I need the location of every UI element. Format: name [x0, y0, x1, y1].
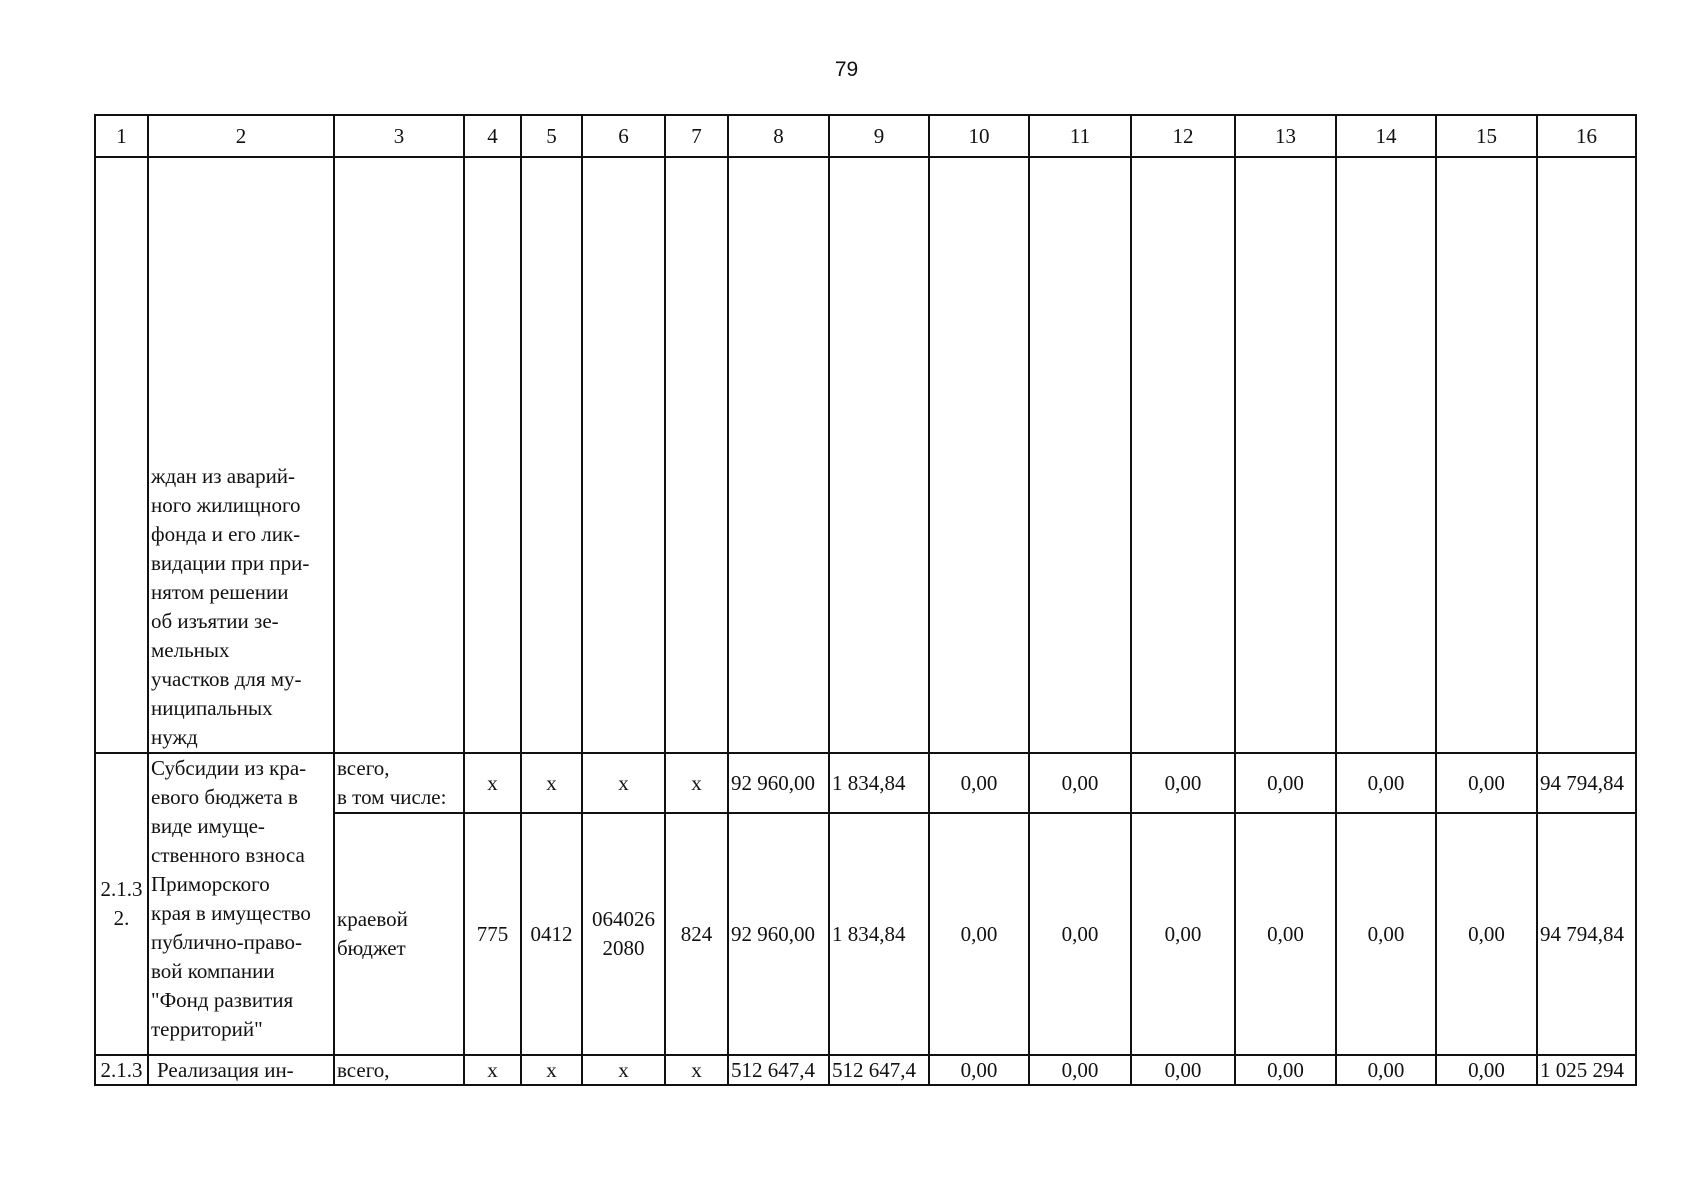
value-cell	[521, 157, 582, 753]
value-cell: x	[582, 1055, 665, 1085]
value-cell: 0,00	[1131, 1055, 1235, 1085]
header-cell: 16	[1537, 115, 1636, 157]
value-cell: 0,00	[1029, 753, 1131, 813]
table-row	[95, 1055, 1636, 1085]
value-cell: 92 960,00	[728, 813, 829, 1055]
row-number-cell	[95, 157, 148, 753]
value-cell: x	[521, 1055, 582, 1085]
header-cell: 14	[1336, 115, 1436, 157]
header-cell: 13	[1235, 115, 1336, 157]
source-cell	[334, 157, 464, 753]
value-cell: x	[464, 753, 521, 813]
value-cell	[1436, 157, 1537, 753]
table-row	[95, 753, 1636, 813]
value-cell: x	[582, 753, 665, 813]
value-cell: 064026 2080	[582, 813, 665, 1055]
value-cell: 0,00	[1235, 1055, 1336, 1085]
value-cell: 775	[464, 813, 521, 1055]
value-cell: 0,00	[1436, 753, 1537, 813]
value-cell: 824	[665, 813, 728, 1055]
value-cell: 0,00	[929, 1055, 1029, 1085]
value-cell: 0,00	[1029, 813, 1131, 1055]
value-cell	[582, 157, 665, 753]
row-number-cell: 2.1.3	[95, 1055, 148, 1085]
value-cell	[1029, 157, 1131, 753]
value-cell: x	[521, 753, 582, 813]
value-cell: 0,00	[1131, 813, 1235, 1055]
header-cell: 8	[728, 115, 829, 157]
value-cell: 0,00	[929, 753, 1029, 813]
activity-name-cell: ждан из аварий- ного жилищного фонда и его лик- видации при при- нятом решении об изъятии зе- мельных участков для му- ниципальных нужд	[148, 157, 334, 753]
header-cell: 9	[829, 115, 929, 157]
value-cell: 0,00	[1436, 1055, 1537, 1085]
header-cell: 15	[1436, 115, 1537, 157]
source-cell: всего, в том числе:	[334, 753, 464, 813]
value-cell: 0412	[521, 813, 582, 1055]
activity-name-cell: Реализация ин-	[148, 1055, 334, 1085]
header-cell: 12	[1131, 115, 1235, 157]
source-cell: всего,	[334, 1055, 464, 1085]
header-cell: 7	[665, 115, 728, 157]
value-cell: 0,00	[1029, 1055, 1131, 1085]
value-cell: 0,00	[1235, 813, 1336, 1055]
value-cell	[1336, 157, 1436, 753]
value-cell: 92 960,00	[728, 753, 829, 813]
table-row	[95, 157, 1636, 753]
budget-table	[94, 114, 1637, 1086]
value-cell: 1 025 294	[1537, 1055, 1636, 1085]
value-cell	[1537, 157, 1636, 753]
value-cell: 94 794,84	[1537, 753, 1636, 813]
value-cell: 0,00	[1235, 753, 1336, 813]
value-cell: 0,00	[1131, 753, 1235, 813]
value-cell: 0,00	[1336, 753, 1436, 813]
value-cell: 0,00	[1336, 813, 1436, 1055]
value-cell	[1235, 157, 1336, 753]
header-cell: 4	[464, 115, 521, 157]
header-cell: 3	[334, 115, 464, 157]
value-cell: x	[464, 1055, 521, 1085]
value-cell: 0,00	[929, 813, 1029, 1055]
value-cell: 1 834,84	[829, 813, 929, 1055]
activity-name-cell: Субсидии из кра- евого бюджета в виде имуще- ственного взноса Приморского края в имущество публично-право- вой компании "Фонд развития территорий"	[148, 753, 334, 1055]
value-cell: 512 647,4	[829, 1055, 929, 1085]
value-cell: 94 794,84	[1537, 813, 1636, 1055]
value-cell	[1131, 157, 1235, 753]
value-cell	[829, 157, 929, 753]
value-cell: 512 647,4	[728, 1055, 829, 1085]
header-cell: 5	[521, 115, 582, 157]
value-cell: 0,00	[1336, 1055, 1436, 1085]
value-cell: 1 834,84	[829, 753, 929, 813]
value-cell: x	[665, 753, 728, 813]
value-cell	[665, 157, 728, 753]
source-cell: краевой бюджет	[334, 813, 464, 1055]
header-cell: 10	[929, 115, 1029, 157]
value-cell: x	[665, 1055, 728, 1085]
header-cell: 6	[582, 115, 665, 157]
page-number: 79	[834, 58, 859, 81]
row-number-cell: 2.1.3 2.	[95, 753, 148, 1055]
header-cell: 11	[1029, 115, 1131, 157]
header-row	[95, 115, 1636, 157]
value-cell	[929, 157, 1029, 753]
value-cell: 0,00	[1436, 813, 1537, 1055]
value-cell	[464, 157, 521, 753]
header-cell: 2	[148, 115, 334, 157]
value-cell	[728, 157, 829, 753]
header-cell: 1	[95, 115, 148, 157]
